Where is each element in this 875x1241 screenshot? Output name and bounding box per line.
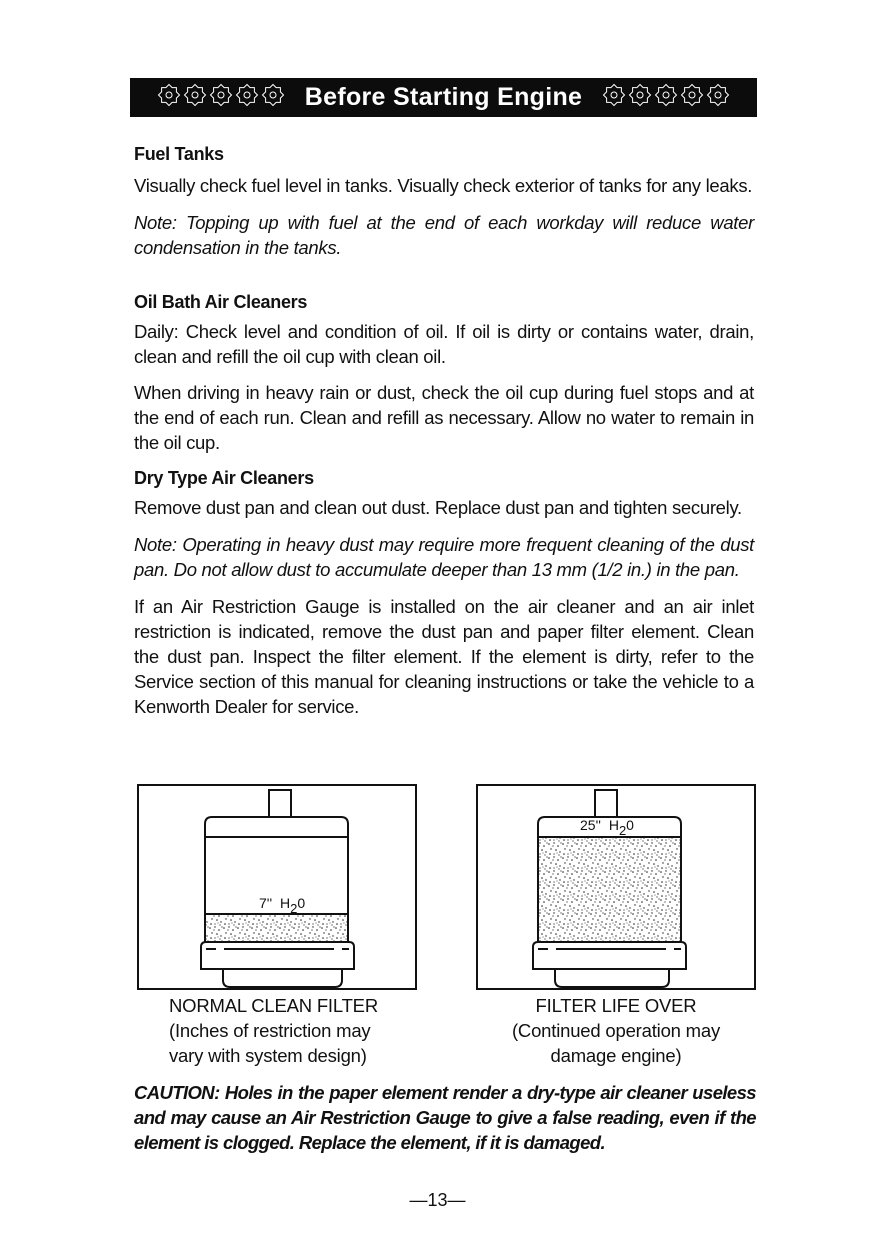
oil-bath-section [134,290,754,455]
caption-title: FILTER LIFE OVER [535,995,697,1016]
caption-line: vary with system design) [169,1045,367,1066]
heading-oil-bath: Oil Bath Air Cleaners [134,292,308,312]
figure-normal-clean-filter [137,784,417,990]
restriction-gauge-text: If an Air Restriction Gauge is installed on the air cleaner and an air inlet restriction is indicated, remove the dust pan and paper filter element. Clean the dust pan. Inspect the filter element. If the element is dirty, refer to the Service section of this manual for cleaning instructions or take the vehicle to a Kenworth Dealer for service. [134,596,754,717]
restriction-value: 25'' [580,817,601,833]
gear-icon [680,83,704,112]
restriction-value: 7'' [259,895,273,911]
dry-type-note: Note: Operating in heavy dust may require more frequent cleaning of the dust pan. Do not allow dust to accumulate deeper than 13 mm (1/2 in.) in the pan. [134,534,754,580]
gear-icon [602,83,626,112]
dust-accumulation-fill [539,837,680,942]
oil-bath-driving-text: When driving in heavy rain or dust, check the oil cup during fuel stops and at the end of each run. Clean and refill as necessary. Allow no water to remain in the oil cup. [134,382,754,453]
gear-icon [209,83,233,112]
section-header-bar [130,78,757,117]
dry-type-section [134,466,754,719]
gear-icon [235,83,259,112]
dry-type-text: Remove dust pan and clean out dust. Replace dust pan and tighten securely. [134,497,742,518]
gear-icon [261,83,285,112]
gear-icon [706,83,730,112]
gear-icon [157,83,181,112]
caption-line: damage engine) [550,1045,682,1066]
gear-icon [628,83,652,112]
fuel-tanks-note: Note: Topping up with fuel at the end of each workday will reduce water condensation in the tanks. [134,212,754,258]
svg-text:25'' H20: 25'' H20 [580,817,634,838]
caption-filter-life-over [476,993,756,1068]
caption-title: NORMAL CLEAN FILTER [169,995,378,1016]
fuel-tanks-text: Visually check fuel level in tanks. Visually check exterior of tanks for any leaks. [134,175,753,196]
svg-text:7'' H20: 7'' H20 [259,895,306,916]
gear-icon [654,83,678,112]
gear-icons-left [157,83,285,112]
caution-text: CAUTION: Holes in the paper element render a dry-type air cleaner useless and may cause an Air Restriction Gauge to give a false reading, even if the element is clogged. Replace the element, if it is damaged. [134,1082,756,1153]
heading-fuel-tanks: Fuel Tanks [134,144,224,164]
clogged-filter-diagram [478,786,754,988]
fuel-tanks-section [134,142,754,260]
heading-dry-type: Dry Type Air Cleaners [134,468,314,488]
clean-filter-diagram [139,786,415,988]
page-title: Before Starting Engine [304,83,583,111]
caption-line: (Inches of restriction may [169,1020,371,1041]
gear-icons-right [602,83,730,112]
caption-clean-filter [137,993,417,1068]
gear-icon [183,83,207,112]
figure-filter-life-over [476,784,756,990]
oil-bath-daily-text: Daily: Check level and condition of oil. If oil is dirty or contains water, drain, clean and refill the oil cup with clean oil. [134,321,754,367]
caption-line: (Continued operation may [511,1020,721,1041]
page-number: —13— [409,1190,466,1210]
dust-accumulation-fill [206,914,347,942]
